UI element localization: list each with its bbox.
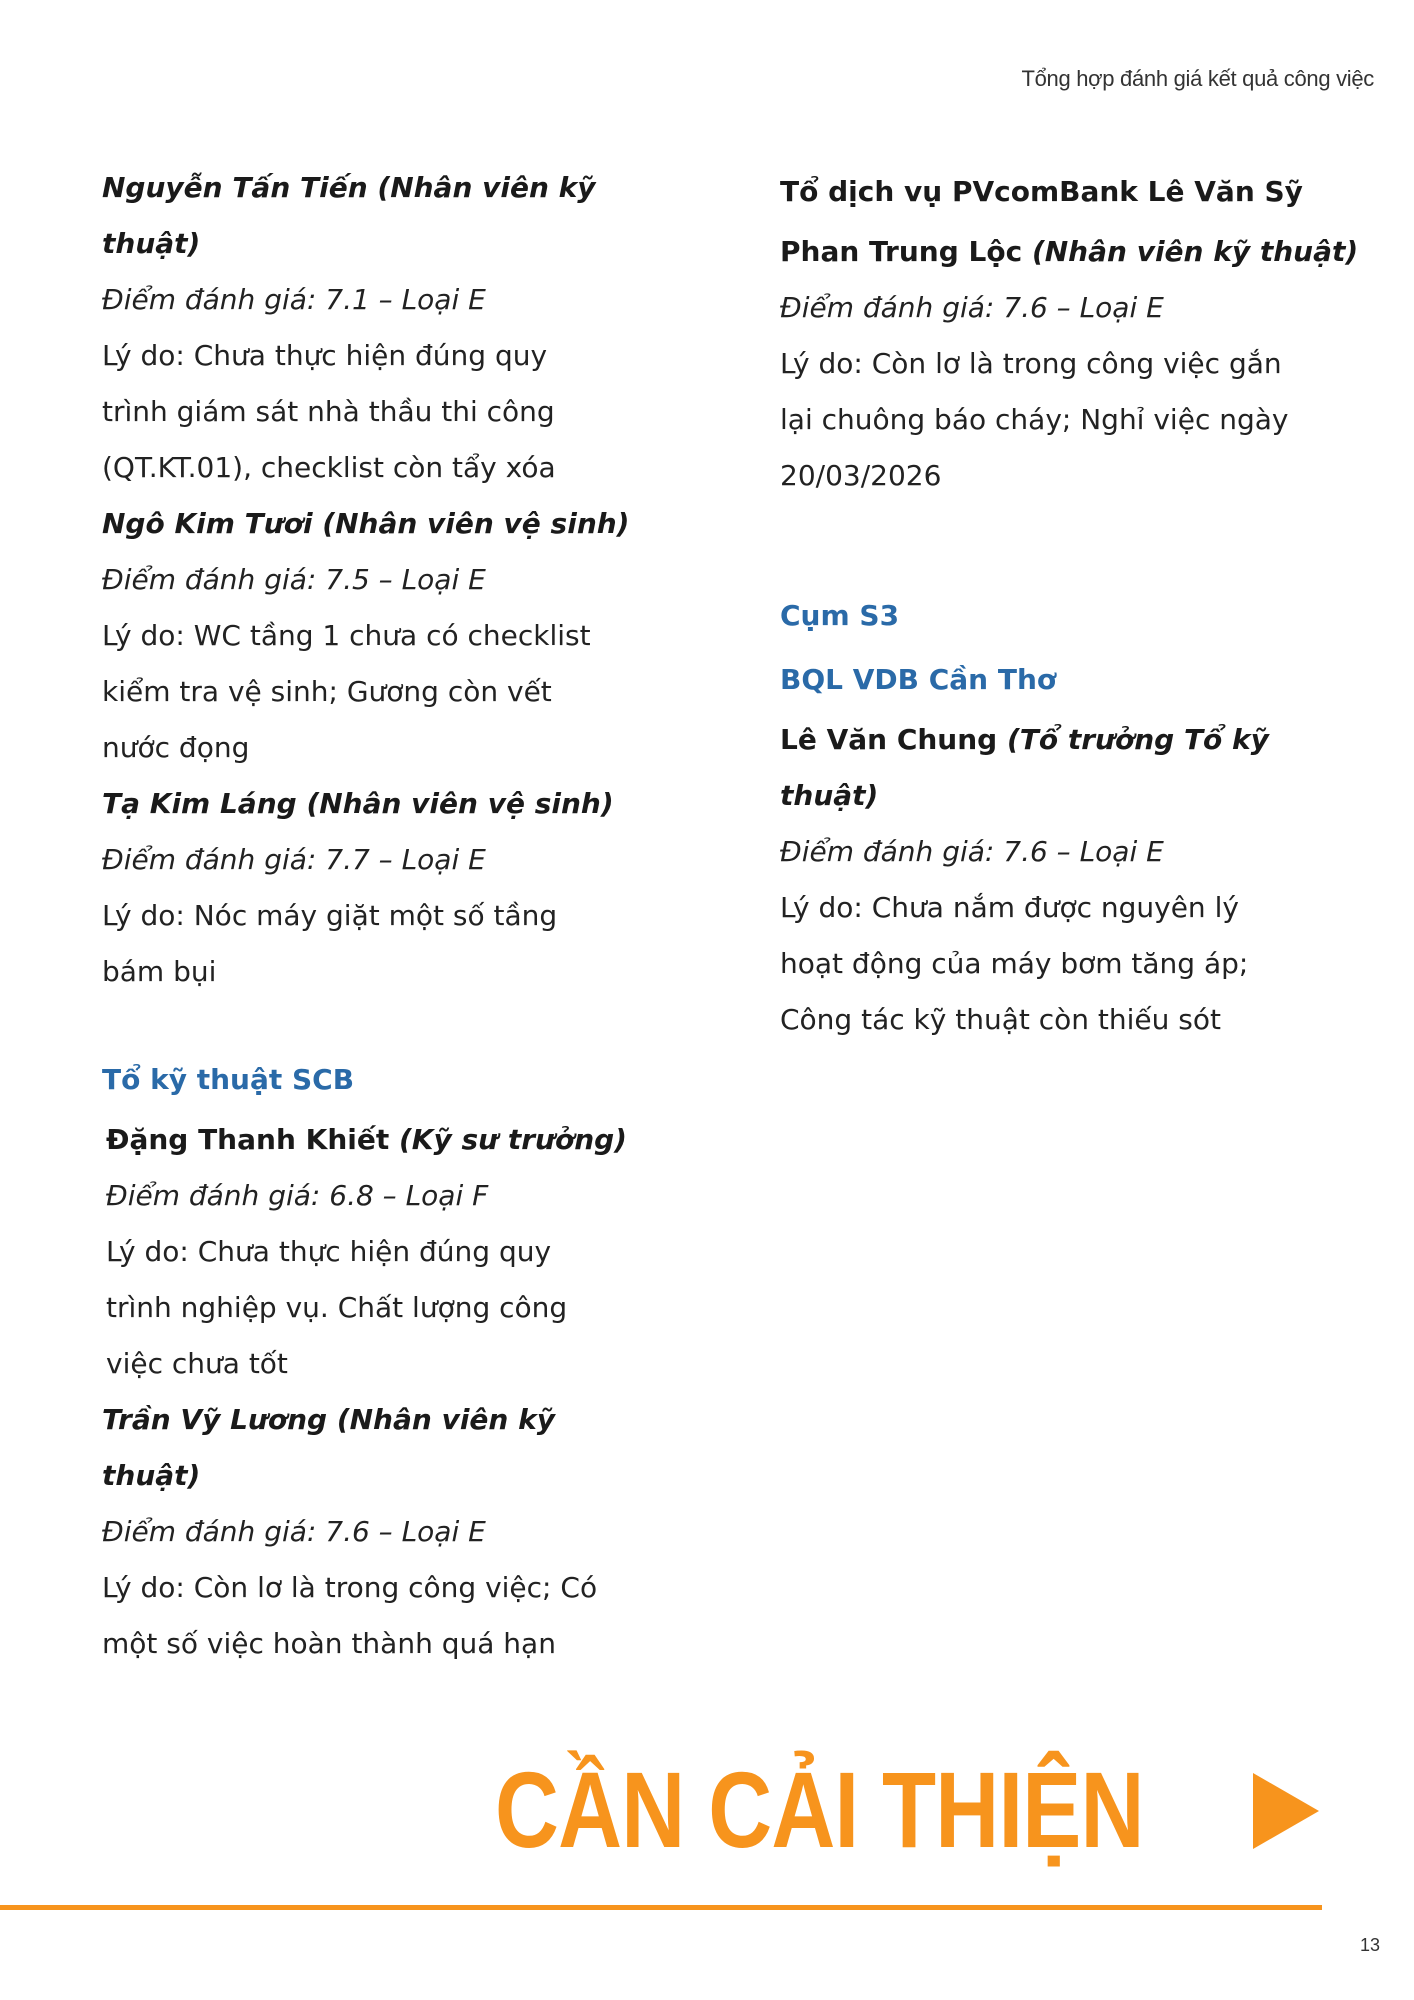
employee-role: (Nhân viên kỹ thuật) <box>102 1403 555 1492</box>
employee-name-line <box>102 496 662 552</box>
employee-reason-line: nước đọng <box>102 731 250 764</box>
employee-role: (Nhân viên vệ sinh) <box>306 787 614 820</box>
employee-reason-line: trình giám sát nhà thầu thi công <box>102 395 555 428</box>
employee-score: Điểm đánh giá: 7.6 – Loại E <box>102 1515 486 1548</box>
employee-reason-line: Lý do: WC tầng 1 chưa có checklist <box>102 619 591 652</box>
employee-entry <box>102 496 662 776</box>
employee-reason-line: Lý do: Chưa nắm được nguyên lý <box>780 891 1239 924</box>
group-title-pvcombank: Tổ dịch vụ PVcomBank Lê Văn Sỹ <box>780 175 1303 208</box>
section-heading-vdb: BQL VDB Cần Thơ <box>780 663 1057 696</box>
employee-reason-line: Lý do: Còn lơ là trong công việc; Có <box>102 1571 598 1604</box>
section-heading-scb: Tổ kỹ thuật SCB <box>102 1063 355 1096</box>
employee-reason-line: (QT.KT.01), checklist còn tẩy xóa <box>102 451 556 484</box>
employee-name-line <box>102 776 662 832</box>
employee-score: Điểm đánh giá: 7.6 – Loại E <box>780 835 1164 868</box>
employee-entry <box>102 1392 662 1672</box>
employee-reason-line: trình nghiệp vụ. Chất lượng công <box>106 1291 568 1324</box>
employee-reason-line: việc chưa tốt <box>106 1347 288 1380</box>
employee-reason-line: Lý do: Nóc máy giặt một số tầng <box>102 899 558 932</box>
employee-role: (Nhân viên kỹ thuật) <box>102 171 596 260</box>
employee-name: Trần Vỹ Lương <box>102 1403 328 1436</box>
employee-role: (Kỹ sư trưởng) <box>398 1123 627 1156</box>
play-triangle-icon <box>1253 1773 1319 1849</box>
employee-role: (Tổ trưởng Tổ kỹ <box>1006 723 1269 756</box>
section-heading-cluster: Cụm S3 <box>780 599 900 632</box>
employee-name-line <box>106 1112 662 1168</box>
header-title: Tổng hợp đánh giá kết quả công việc <box>1021 66 1374 91</box>
employee-reason-line: bám bụi <box>102 955 217 988</box>
employee-entry <box>102 1112 662 1392</box>
employee-reason-line: 20/03/2026 <box>780 459 942 492</box>
employee-reason-line: lại chuông báo cháy; Nghỉ việc ngày <box>780 403 1289 436</box>
employee-name: Tạ Kim Láng <box>102 787 297 820</box>
employee-name-line <box>102 1392 662 1504</box>
employee-name: Lê Văn Chung <box>780 723 998 756</box>
employee-entry <box>780 224 1360 504</box>
employee-entry <box>102 160 662 496</box>
employee-name-line <box>780 224 1360 280</box>
employee-name: Nguyễn Tấn Tiến <box>102 171 368 204</box>
improvement-banner-title: CẦN CẢI THIỆN <box>495 1749 1144 1870</box>
employee-role: (Nhân viên vệ sinh) <box>322 507 630 540</box>
employee-role: (Nhân viên kỹ thuật) <box>1031 235 1359 268</box>
employee-role-cont <box>780 768 1360 824</box>
employee-reason-line: Lý do: Chưa thực hiện đúng quy <box>102 339 548 372</box>
right-column <box>780 160 1360 1048</box>
left-column <box>102 160 662 1672</box>
employee-reason-line: Công tác kỹ thuật còn thiếu sót <box>780 1003 1221 1036</box>
employee-reason-line: hoạt động của máy bơm tăng áp; <box>780 947 1249 980</box>
employee-reason-line: một số việc hoàn thành quá hạn <box>102 1627 556 1660</box>
employee-reason-line: Lý do: Chưa thực hiện đúng quy <box>106 1235 552 1268</box>
employee-name: Ngô Kim Tươi <box>102 507 313 540</box>
employee-name: Phan Trung Lộc <box>780 235 1023 268</box>
employee-name-line <box>102 160 662 272</box>
employee-score: Điểm đánh giá: 7.7 – Loại E <box>102 843 486 876</box>
employee-name-line <box>780 712 1360 768</box>
employee-role-line2: thuật) <box>780 779 879 812</box>
employee-name: Đặng Thanh Khiết <box>106 1123 390 1156</box>
employee-score: Điểm đánh giá: 7.6 – Loại E <box>780 291 1164 324</box>
employee-entry <box>780 712 1360 1048</box>
employee-score: Điểm đánh giá: 7.5 – Loại E <box>102 563 486 596</box>
employee-entry <box>102 776 662 1000</box>
employee-score: Điểm đánh giá: 6.8 – Loại F <box>106 1179 489 1212</box>
orange-divider <box>0 1905 1322 1910</box>
employee-score: Điểm đánh giá: 7.1 – Loại E <box>102 283 486 316</box>
page-number: 13 <box>1359 1935 1380 1955</box>
employee-reason-line: Lý do: Còn lơ là trong công việc gắn <box>780 347 1282 380</box>
employee-reason-line: kiểm tra vệ sinh; Gương còn vết <box>102 675 552 708</box>
